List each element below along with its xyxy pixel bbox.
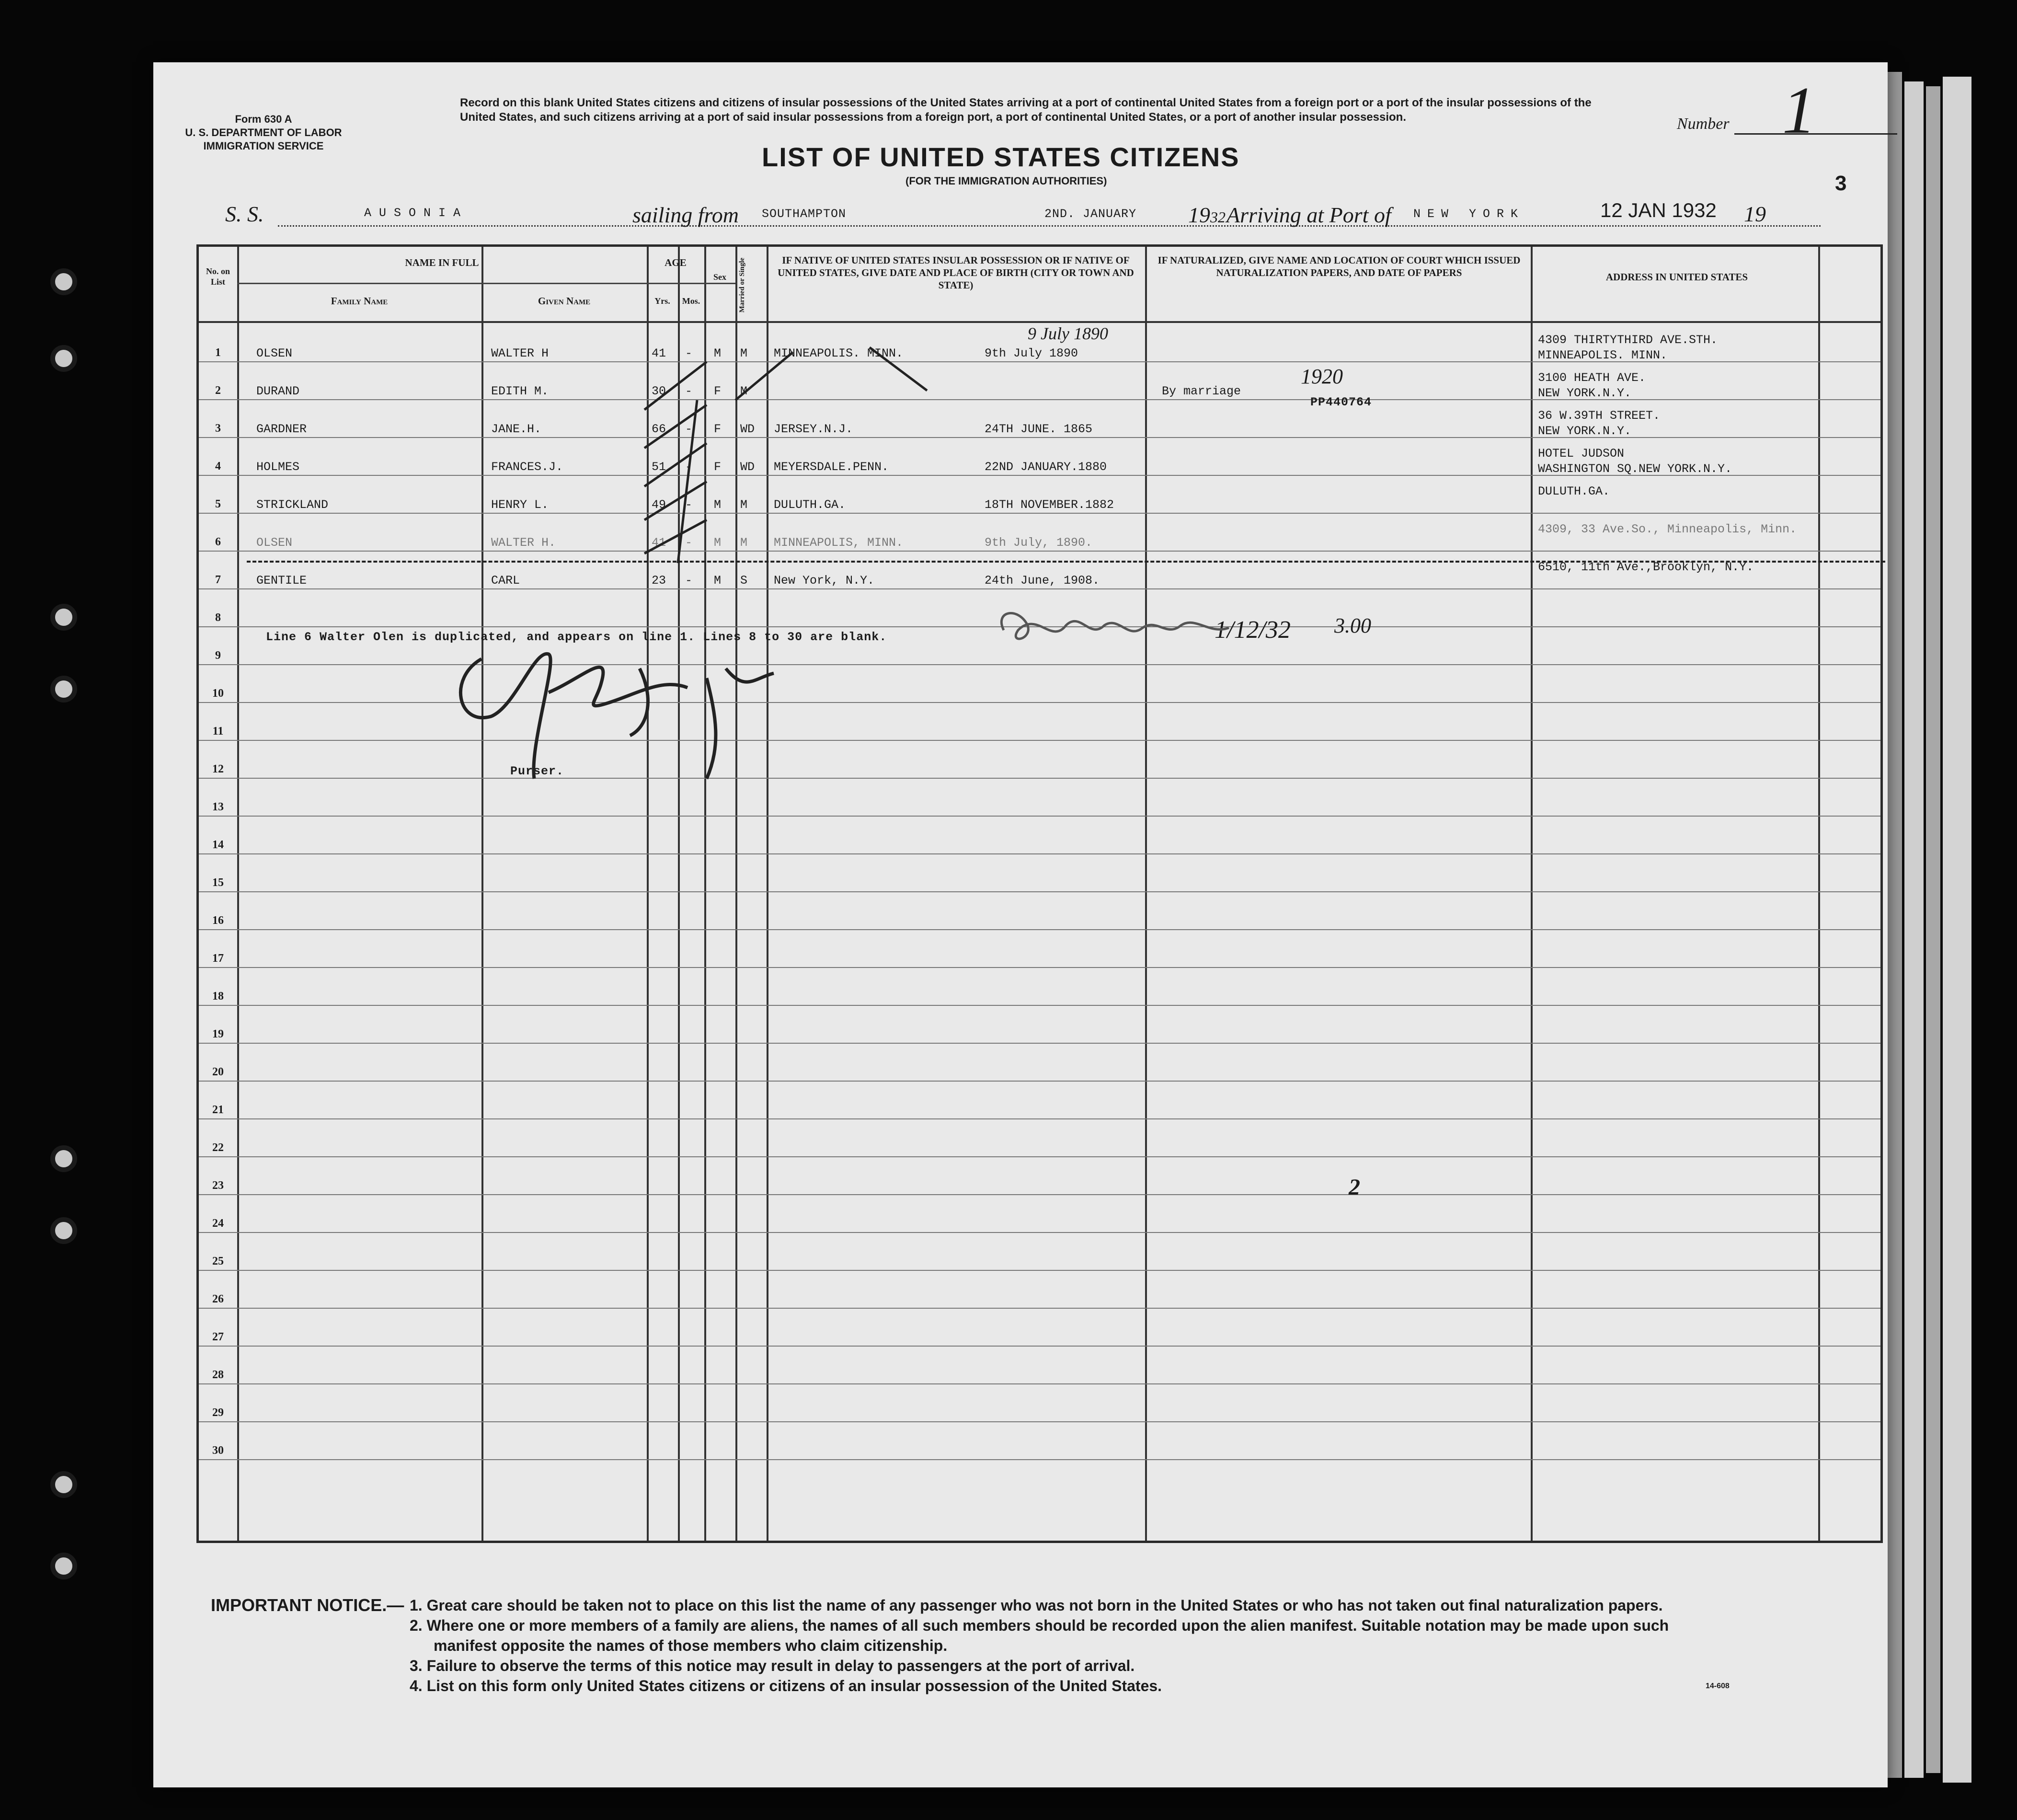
given-name-cell: JANE.H. bbox=[491, 422, 542, 436]
notice-item: 3. Failure to observe the terms of this notice may result in delay to passengers at the port of arrival. bbox=[410, 1657, 1135, 1674]
age-years-cell: 66 bbox=[652, 422, 666, 436]
port-to: NEW YORK bbox=[1413, 207, 1525, 221]
binder-hole bbox=[50, 1145, 77, 1172]
address-line1-cell: 3100 HEATH AVE. bbox=[1538, 371, 1646, 385]
row-rule bbox=[199, 1194, 1880, 1195]
col-birth: IF NATIVE OF UNITED STATES INSULAR POSSESSION OR IF NATIVE OF UNITED STATES, GIVE DATE AND PLACE OF BIRTH (CITY OR TOWN AND STATE) bbox=[778, 254, 1134, 291]
row-number: 23 bbox=[212, 1179, 224, 1192]
purser-signature bbox=[438, 621, 822, 793]
page-edge bbox=[1943, 77, 1971, 1783]
naturalization-cell: By marriage bbox=[1162, 384, 1241, 398]
sailing-label: sailing from bbox=[632, 203, 739, 227]
inspector-date: 1/12/32 bbox=[1215, 616, 1291, 644]
row-number: 10 bbox=[212, 687, 224, 700]
age-years-cell: 51 bbox=[652, 460, 666, 474]
row-rule bbox=[199, 1118, 1880, 1119]
port-from: SOUTHAMPTON bbox=[762, 207, 847, 221]
marital-status-cell: WD bbox=[740, 460, 755, 474]
ship-name: AUSONIA bbox=[364, 206, 469, 220]
row-rule bbox=[199, 929, 1880, 930]
birth-date-cell: 9th July 1890 bbox=[985, 346, 1078, 360]
given-name-cell: FRANCES.J. bbox=[491, 460, 563, 474]
birth-place-cell: DULUTH.GA. bbox=[774, 498, 846, 512]
col-given-name: Given Name bbox=[538, 295, 591, 307]
strike-line-6 bbox=[247, 561, 1885, 563]
birth-date-cell: 24TH JUNE. 1865 bbox=[985, 422, 1093, 436]
age-months-cell: - bbox=[685, 536, 693, 550]
page-edge bbox=[1888, 72, 1902, 1778]
age-years-cell: 23 bbox=[652, 574, 666, 587]
row-number: 8 bbox=[215, 611, 221, 624]
year-prefix-text: 19 bbox=[1188, 203, 1210, 227]
age-months-cell: - bbox=[685, 498, 693, 512]
row-number: 12 bbox=[212, 763, 224, 775]
row-rule bbox=[199, 1459, 1880, 1460]
row-rule bbox=[199, 891, 1880, 892]
address-line1-cell: 4309, 33 Ave.So., Minneapolis, Minn. bbox=[1538, 522, 1797, 536]
age-years-cell: 41 bbox=[652, 536, 666, 550]
row-number: 3 bbox=[215, 422, 221, 435]
age-months-cell: - bbox=[685, 574, 693, 587]
binder-hole bbox=[50, 345, 77, 372]
header-rule bbox=[199, 321, 1880, 323]
row-number: 11 bbox=[212, 725, 224, 737]
birth-date-cell: 22ND JANUARY.1880 bbox=[985, 460, 1107, 474]
row-number: 28 bbox=[212, 1369, 224, 1381]
row-rule bbox=[199, 1081, 1880, 1082]
col-divider bbox=[1531, 247, 1533, 1541]
row-number: 19 bbox=[212, 1028, 224, 1040]
row-number: 14 bbox=[212, 839, 224, 851]
check-marks bbox=[640, 343, 937, 563]
binder-hole bbox=[50, 1217, 77, 1244]
binder-hole bbox=[50, 604, 77, 631]
row-number: 26 bbox=[212, 1293, 224, 1305]
row-number: 15 bbox=[212, 876, 224, 889]
sex-cell: M bbox=[714, 498, 722, 512]
notice-item: manifest opposite the names of those members who claim citizenship. bbox=[434, 1637, 948, 1654]
manifest-table bbox=[196, 244, 1883, 1543]
age-months-cell: - bbox=[685, 422, 693, 436]
birth-place-cell: New York, N.Y. bbox=[774, 574, 875, 587]
voyage-date: 2ND. JANUARY bbox=[1044, 207, 1137, 221]
row-rule bbox=[199, 513, 1880, 514]
row-rule bbox=[199, 1421, 1880, 1422]
row-rule bbox=[199, 1005, 1880, 1006]
col-address: ADDRESS IN UNITED STATES bbox=[1605, 271, 1748, 283]
notice-item: 4. List on this form only United States citizens or citizens of an insular possession of the United States. bbox=[410, 1677, 1162, 1694]
row-number: 20 bbox=[212, 1066, 224, 1078]
address-line2-cell: MINNEAPOLIS. MINN. bbox=[1538, 348, 1668, 362]
row-rule bbox=[199, 853, 1880, 854]
row-number: 6 bbox=[215, 536, 221, 548]
given-name-cell: HENRY L. bbox=[491, 498, 549, 512]
notice-item: 1. Great care should be taken not to place on this list the name of any passenger who was not born in the United States or who has not taken out final naturalization papers. bbox=[410, 1597, 1663, 1614]
row-number: 17 bbox=[212, 952, 224, 965]
col-naturalized: IF NATURALIZED, GIVE NAME AND LOCATION OF COURT WHICH ISSUED NATURALIZATION PAPERS, AND DATE OF PAPERS bbox=[1157, 254, 1521, 278]
row-number: 5 bbox=[215, 498, 221, 510]
col-divider bbox=[237, 247, 239, 1541]
cert-number: PP440764 bbox=[1310, 395, 1372, 409]
row-rule bbox=[199, 1270, 1880, 1271]
age-months-cell: - bbox=[685, 346, 693, 360]
given-name-cell: WALTER H bbox=[491, 346, 549, 360]
binder-hole bbox=[50, 1471, 77, 1498]
page-edge bbox=[1904, 81, 1924, 1778]
page-subtitle: (FOR THE IMMIGRATION AUTHORITIES) bbox=[905, 175, 1107, 187]
marital-status-cell: S bbox=[740, 574, 748, 587]
year-prefix bbox=[1188, 202, 1226, 228]
notice-heading: IMPORTANT NOTICE.— bbox=[211, 1595, 404, 1615]
number-rule bbox=[1734, 133, 1897, 135]
row-number: 25 bbox=[212, 1255, 224, 1267]
sex-cell: M bbox=[714, 346, 722, 360]
address-line2-cell: NEW YORK.N.Y. bbox=[1538, 386, 1632, 400]
ss-label: S. S. bbox=[225, 202, 264, 226]
row-rule bbox=[199, 816, 1880, 817]
birth-place-cell: JERSEY.N.J. bbox=[774, 422, 853, 436]
birth-place-cell: MEYERSDALE.PENN. bbox=[774, 460, 889, 474]
row-number: 18 bbox=[212, 990, 224, 1002]
address-line1-cell: 36 W.39TH STREET. bbox=[1538, 409, 1661, 423]
marital-status-cell: M bbox=[740, 346, 748, 360]
birth-place-cell: MINNEAPOLIS. MINN. bbox=[774, 346, 904, 360]
col-sex: Sex bbox=[713, 272, 726, 282]
sex-cell: M bbox=[714, 574, 722, 587]
given-name-cell: EDITH M. bbox=[491, 384, 549, 398]
mark-2: 2 bbox=[1349, 1175, 1360, 1200]
row-number: 30 bbox=[212, 1444, 224, 1457]
arriving-label: Arriving at Port of bbox=[1226, 203, 1391, 227]
birth-date-cell: 18TH NOVEMBER.1882 bbox=[985, 498, 1114, 512]
address-line1-cell: HOTEL JUDSON bbox=[1538, 447, 1625, 461]
row-rule bbox=[199, 967, 1880, 968]
row-rule bbox=[199, 1308, 1880, 1309]
row-number: 4 bbox=[215, 460, 221, 472]
sex-cell: M bbox=[714, 536, 722, 550]
department: U. S. DEPARTMENT OF LABOR bbox=[185, 127, 342, 138]
col-divider bbox=[1145, 247, 1147, 1541]
age-years-cell: 41 bbox=[652, 346, 666, 360]
birth-date-cell: 9th July, 1890. bbox=[985, 536, 1093, 550]
row-rule bbox=[199, 1043, 1880, 1044]
col-age: AGE bbox=[665, 257, 687, 268]
row-rule bbox=[199, 1156, 1880, 1157]
given-name-cell: WALTER H. bbox=[491, 536, 556, 550]
row-number: 21 bbox=[212, 1104, 224, 1116]
binder-hole bbox=[50, 676, 77, 703]
page-mark: 3 bbox=[1835, 172, 1847, 195]
manifest-page bbox=[153, 62, 1888, 1787]
fee-mark: 3.00 bbox=[1334, 614, 1371, 637]
binder-hole bbox=[50, 268, 77, 295]
row-rule bbox=[199, 588, 1880, 589]
age-years-cell: 49 bbox=[652, 498, 666, 512]
form-number: Form 630 A bbox=[235, 113, 292, 125]
given-name-cell: CARL bbox=[491, 574, 520, 587]
row-rule bbox=[199, 1383, 1880, 1384]
purser-label: Purser. bbox=[510, 764, 564, 778]
instruction-text: Record on this blank United States citizens and citizens of insular possessions of the United States arriving at a port of continental United States from a foreign port or a port of the insular possessions of the United States, and such citizens arriving at a port of said insular possessions from a foreign port, a port of continental United States, or a port of another insular possession. bbox=[460, 96, 1592, 124]
age-months-cell: - bbox=[685, 384, 693, 398]
age-years-cell: 30 bbox=[652, 384, 666, 398]
year-suffix: 19 bbox=[1744, 202, 1766, 226]
family-name-cell: OLSEN bbox=[256, 346, 293, 360]
row-number: 2 bbox=[215, 384, 221, 397]
inspector-signature bbox=[989, 601, 1238, 659]
marital-status-cell: M bbox=[740, 536, 748, 550]
col-mos: Mos. bbox=[682, 296, 700, 306]
notice-item: 2. Where one or more members of a family are aliens, the names of all such members should be recorded upon the alien manifest. Suitable notation may be made upon such bbox=[410, 1617, 1669, 1634]
number-label: Number bbox=[1677, 115, 1730, 133]
family-name-cell: HOLMES bbox=[256, 460, 300, 474]
marital-status-cell: M bbox=[740, 384, 748, 398]
age-months-cell: - bbox=[685, 460, 693, 474]
hand-year: 1920 bbox=[1301, 365, 1343, 388]
col-yrs: Yrs. bbox=[654, 296, 670, 306]
col-divider bbox=[481, 247, 483, 1541]
family-name-cell: GENTILE bbox=[256, 574, 307, 587]
birth-place-cell: MINNEAPOLIS, MINN. bbox=[774, 536, 904, 550]
sex-cell: F bbox=[714, 422, 722, 436]
row-number: 22 bbox=[212, 1141, 224, 1154]
row-number: 27 bbox=[212, 1331, 224, 1343]
row-rule bbox=[199, 551, 1880, 552]
address-line1-cell: DULUTH.GA. bbox=[1538, 484, 1610, 498]
row-number: 29 bbox=[212, 1406, 224, 1419]
col-no-on-list: No. on List bbox=[206, 266, 230, 287]
address-line2-cell: NEW YORK.N.Y. bbox=[1538, 424, 1632, 438]
family-name-cell: DURAND bbox=[256, 384, 300, 398]
col-family-name: Family Name bbox=[331, 295, 388, 307]
binder-hole bbox=[50, 1553, 77, 1579]
subheader-rule bbox=[237, 283, 735, 284]
row-rule bbox=[199, 1232, 1880, 1233]
notice-code: 14-608 bbox=[1706, 1682, 1730, 1690]
row-number: 9 bbox=[215, 649, 221, 662]
voyage-rule bbox=[278, 225, 1821, 227]
address-line1-cell: 4309 THIRTYTHIRD AVE.STH. bbox=[1538, 333, 1718, 347]
service: IMMIGRATION SERVICE bbox=[203, 140, 324, 152]
family-name-cell: OLSEN bbox=[256, 536, 293, 550]
address-line2-cell: WASHINGTON SQ.NEW YORK.N.Y. bbox=[1538, 462, 1732, 476]
hand-date: 9 July 1890 bbox=[1028, 324, 1108, 343]
col-divider bbox=[1818, 247, 1820, 1541]
marital-status-cell: WD bbox=[740, 422, 755, 436]
address-line1-cell: 6510, 11th Ave.,Brooklyn, N.Y. bbox=[1538, 560, 1754, 574]
row-number: 1 bbox=[215, 346, 221, 359]
row-number: 24 bbox=[212, 1217, 224, 1230]
birth-date-cell: 24th June, 1908. bbox=[985, 574, 1100, 587]
col-name-in-full: NAME IN FULL bbox=[405, 257, 479, 268]
arrival-stamp: 12 JAN 1932 bbox=[1600, 199, 1717, 221]
family-name-cell: STRICKLAND bbox=[256, 498, 329, 512]
row-number: 7 bbox=[215, 574, 221, 586]
row-rule bbox=[199, 1346, 1880, 1347]
sex-cell: F bbox=[714, 384, 722, 398]
sex-cell: F bbox=[714, 460, 722, 474]
family-name-cell: GARDNER bbox=[256, 422, 307, 436]
col-married: Married or Single bbox=[738, 257, 746, 313]
marital-status-cell: M bbox=[740, 498, 748, 512]
duplicate-note: Line 6 Walter Olen is duplicated, and appears on line 1. Lines 8 to 30 are blank. bbox=[266, 630, 887, 644]
year-value: 32 bbox=[1210, 208, 1226, 226]
row-number: 13 bbox=[212, 801, 224, 813]
row-number: 16 bbox=[212, 914, 224, 927]
page-edge bbox=[1926, 86, 1940, 1773]
number-value: 1 bbox=[1782, 73, 1816, 148]
page-title: LIST OF UNITED STATES CITIZENS bbox=[762, 142, 1240, 172]
